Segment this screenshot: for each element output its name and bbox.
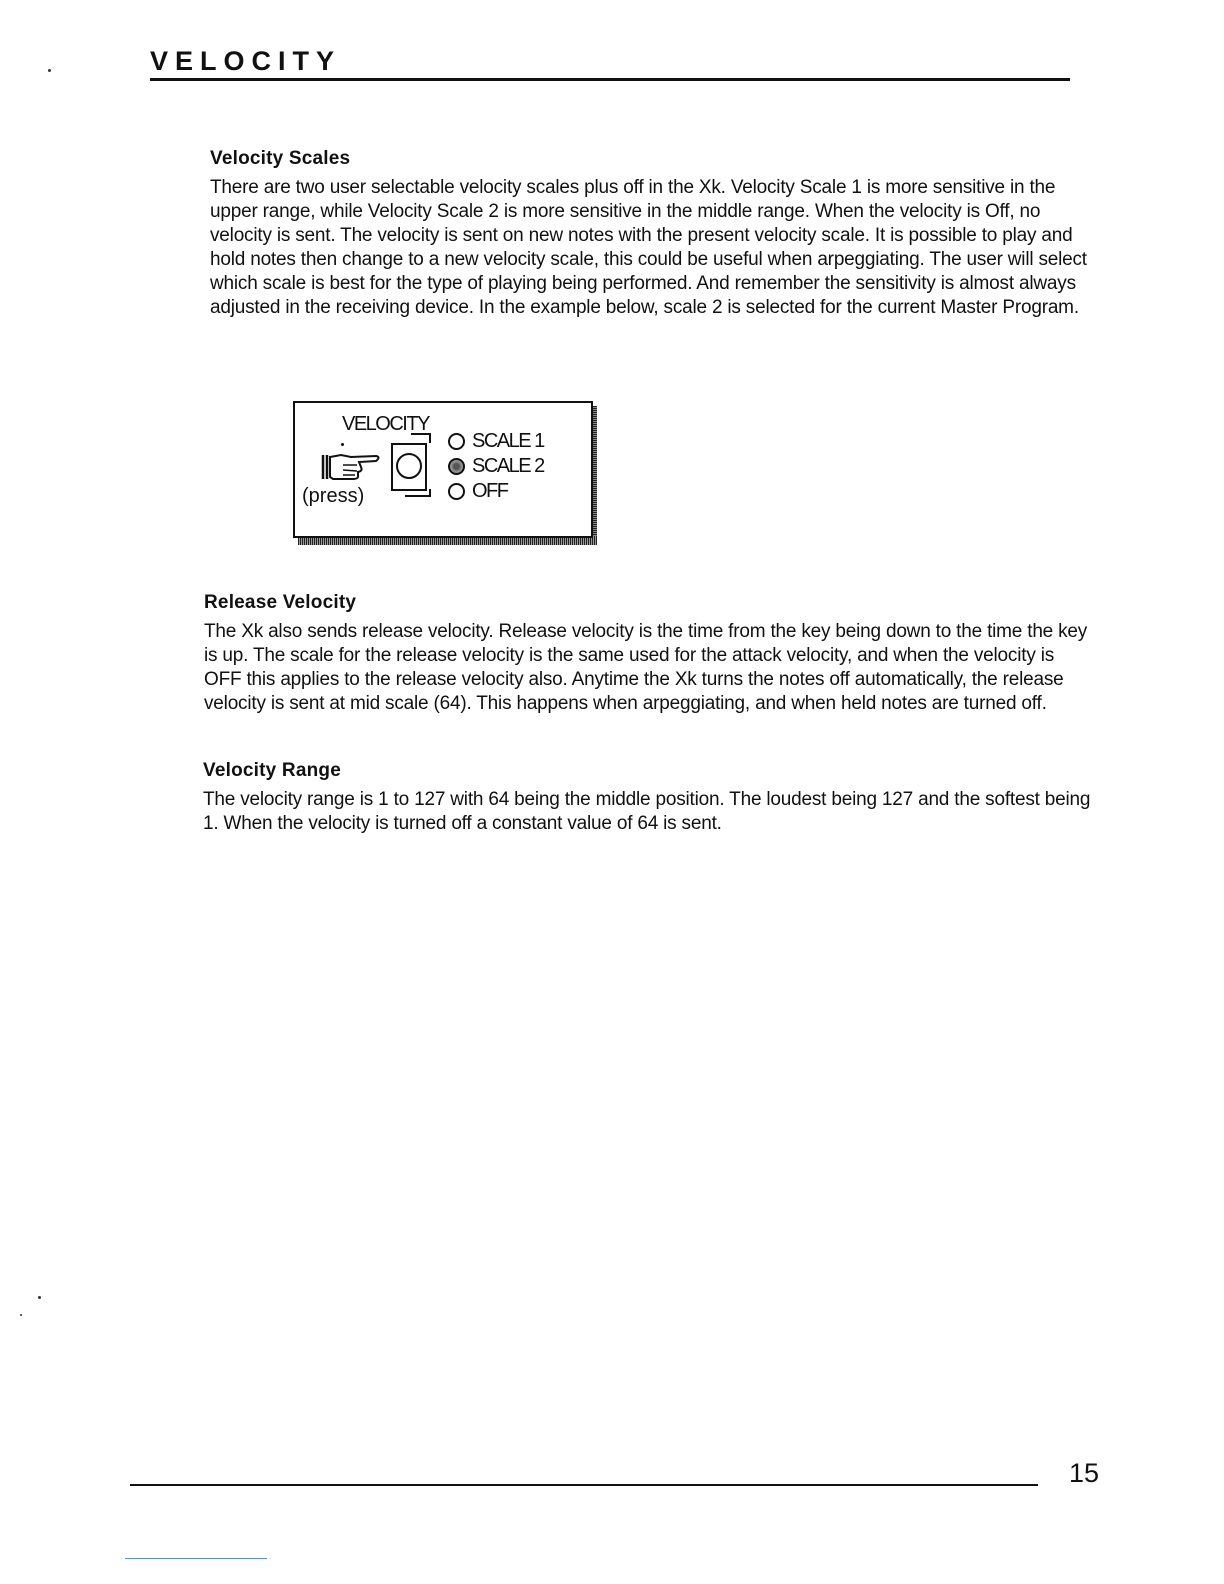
panel-label: VELOCITY <box>342 413 429 435</box>
option-scale-1 <box>448 429 544 454</box>
bracket <box>411 433 431 443</box>
option-off <box>448 479 544 504</box>
section-body: The Xk also sends release velocity. Release velocity is the time from the key being down to the time the key is up. The scale for the release velocity is the same used for the attack velocity, and when the velocity is OFF this applies to the release velocity also. Anytime the Xk turns the notes off automatically, the release velocity is sent at mid scale (64). This happens when arpeggiating, and when held notes are turned off. <box>204 621 1088 714</box>
page-title: VELOCITY <box>150 46 342 76</box>
section-body: There are two user selectable velocity scales plus off in the Xk. Velocity Scale 1 is more sensitive in the upper range, while Velocity Scale 2 is more sensitive in the middle range. When the velocity is Off, no velocity is sent. The velocity is sent on new notes with the present velocity scale. It is possible to play and hold notes then change to a new velocity scale, this could be useful when arpeggiating. The user will select which scale is best for the type of playing being performed. And remember the sensitivity is almost always adjusted in the receiving device. In the example below, scale 2 is selected for the current Master Program. <box>210 177 1087 318</box>
bracket <box>405 489 431 497</box>
section-heading: Velocity Range <box>203 760 341 781</box>
option-label: SCALE 2 <box>472 455 544 477</box>
speck <box>48 69 51 72</box>
pointing-hand-icon <box>321 451 387 481</box>
dot <box>341 443 344 446</box>
led-indicator-icon <box>448 433 465 450</box>
speck <box>38 1296 41 1299</box>
scan-artifact-line <box>125 1558 267 1559</box>
led-indicator-lit-icon <box>448 458 465 475</box>
option-scale-2 <box>448 454 544 479</box>
section-heading: Release Velocity <box>204 592 357 613</box>
footer-rule <box>130 1484 1038 1486</box>
page-number: 15 <box>1069 1458 1100 1488</box>
section-release-velocity <box>204 592 1094 716</box>
scale-options <box>448 429 544 504</box>
option-label: SCALE 1 <box>472 430 544 452</box>
section-velocity-range <box>203 760 1093 836</box>
speck <box>20 1314 22 1316</box>
button-circle <box>396 453 422 479</box>
section-velocity-scales <box>210 148 1100 320</box>
section-heading: Velocity Scales <box>210 148 351 169</box>
section-body: The velocity range is 1 to 127 with 64 being the middle position. The loudest being 127 and the softest being 1. When the velocity is turned off a constant value of 64 is sent. <box>203 789 1091 834</box>
option-label: OFF <box>472 480 508 502</box>
press-label: (press) <box>302 485 365 507</box>
title-rule <box>150 78 1070 81</box>
led-indicator-icon <box>448 483 465 500</box>
velocity-button[interactable] <box>391 443 427 491</box>
velocity-control-panel <box>293 401 593 538</box>
